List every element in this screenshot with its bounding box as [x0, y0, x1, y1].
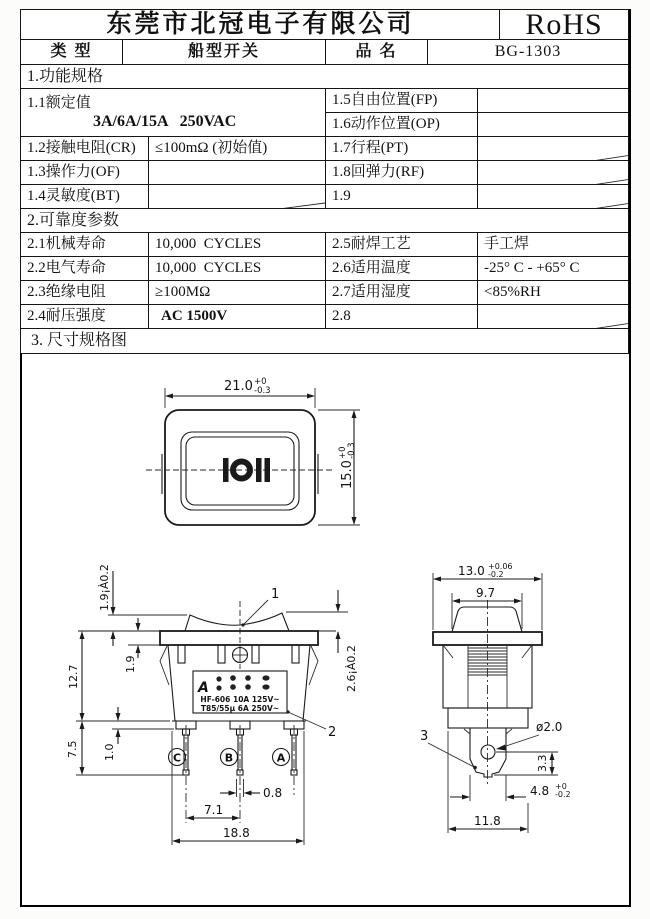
pin-a: [291, 725, 298, 795]
sensitivity-slash-cell: [148, 184, 326, 209]
operating-position-value: [477, 112, 629, 137]
dim-terminal-tol-bot: -0.2: [555, 790, 571, 799]
type-label: 类 型: [20, 39, 123, 65]
operating-force-value: [148, 160, 326, 185]
dim-cap-width-text: 9.7: [476, 586, 496, 600]
row19-slash-cell: [477, 184, 629, 209]
humidity-value: <85%RH: [477, 280, 629, 305]
dim-flange-text: 1.9: [124, 655, 137, 673]
dim-height-tol-top: +0: [338, 446, 348, 459]
dim-width-tol-bot: -0.3: [254, 386, 271, 396]
dim-right-height: [286, 590, 358, 692]
elec-life-label: 2.2电气寿命: [20, 256, 149, 281]
side-view-drawing: [400, 545, 647, 847]
dim-width-text: 21.0: [224, 379, 253, 394]
section1-title: 1.功能规格: [20, 64, 629, 89]
section3-title: 3. 尺寸规格图: [20, 328, 629, 354]
dim-width-21: [165, 377, 315, 408]
cert-mark-icons: [216, 675, 269, 690]
mounting-flange: [78, 631, 336, 645]
dim-pin-pitch-text: 7.1: [204, 803, 224, 817]
brand-logo-icon: A: [198, 680, 209, 696]
section2-title: 2.可靠度参数: [20, 208, 629, 233]
operating-force-label: 1.3操作力(OF): [20, 160, 149, 185]
temp-range-value: -25° C - +65° C: [477, 256, 629, 281]
slash-mark: [478, 161, 628, 184]
rocker-cap-side: [452, 607, 522, 632]
rated-label: 1.1额定值: [27, 94, 91, 111]
contact-resistance-label: 1.2接触电阻(CR): [20, 136, 149, 161]
dim-base-width-text: 11.8: [474, 814, 501, 828]
terminal-pins: [176, 721, 304, 823]
elec-life-value: 10,000 CYCLES: [148, 256, 326, 281]
slash-mark: [478, 137, 628, 160]
dim-pin-pitch: [186, 803, 240, 821]
contact-resistance-value: ≤100mΩ (初始值): [148, 136, 326, 161]
rohs-badge: RoHS: [499, 9, 629, 40]
slash-mark: [478, 185, 628, 208]
type-value: 船型开关: [122, 39, 326, 65]
slash-mark: [149, 185, 325, 208]
humidity-label: 2.7适用湿度: [325, 280, 478, 305]
row28-slash-cell: [477, 304, 629, 329]
dim-width-13-tol-bot: -0.2: [488, 570, 504, 579]
part-name-label: 品 名: [325, 39, 428, 65]
row28-label: 2.8: [325, 304, 478, 329]
callout-3-text: 3: [420, 729, 429, 744]
top-view-drawing: [140, 358, 375, 540]
dim-body-width-text: 18.8: [223, 826, 250, 840]
dim-terminal-width-text: 4.8: [530, 784, 550, 798]
dim-hole-offset-text: 3.3: [536, 754, 549, 772]
terminal-a-label: A: [276, 751, 286, 765]
temp-range-label: 2.6适用温度: [325, 256, 478, 281]
release-force-label: 1.8回弹力(RF): [325, 160, 478, 185]
dim-terminal-tol-top: +0: [555, 782, 567, 791]
release-force-slash-cell: [477, 160, 629, 185]
dim-foot-text: 1.0: [103, 743, 116, 761]
rating-line2: T85/55μ 6A 250V~: [200, 704, 280, 713]
callout-1-text: 1: [271, 587, 280, 602]
free-position-label: 1.5自由位置(FP): [325, 88, 478, 113]
dim-rocker-height: [98, 564, 187, 646]
company-title: 东莞市北冠电子有限公司: [20, 9, 501, 40]
rated-cell: [20, 88, 326, 137]
pin-c: [183, 725, 190, 823]
front-view-drawing: [60, 545, 362, 861]
dim-pin-width-text: 0.8: [263, 786, 283, 800]
operating-position-label: 1.6动作位置(OP): [325, 112, 478, 137]
insulation-value: ≥100MΩ: [148, 280, 326, 305]
dim-pin-width: [220, 779, 282, 800]
dim-width-13-tol-top: +0.06: [488, 562, 513, 571]
solder-process-label: 2.5耐焊工艺: [325, 232, 478, 257]
dim-pin-exposed-text: 7.5: [66, 740, 79, 758]
dim-terminal-width: [450, 775, 571, 801]
dim-right-height-text: 2.6¡À0.2: [345, 645, 358, 692]
rating-label-plate: [193, 671, 287, 713]
rocker-cap: [185, 601, 289, 669]
insulation-label: 2.3绝缘电阻: [20, 280, 149, 305]
dim-flange-thickness: [124, 618, 160, 673]
dim-height-text: 15.0: [340, 460, 355, 489]
mech-life-value: 10,000 CYCLES: [148, 232, 326, 257]
dim-total-height-text: 12.7: [67, 664, 80, 689]
rating-line1: HF-606 10A 125V~: [200, 695, 280, 704]
terminal-side: [464, 728, 512, 777]
travel-label: 1.7行程(PT): [325, 136, 478, 161]
row19-label: 1.9: [325, 184, 478, 209]
sensitivity-label: 1.4灵敏度(BT): [20, 184, 149, 209]
dielectric-label: 2.4耐压强度: [20, 304, 149, 329]
dim-height-15: [318, 410, 360, 525]
pin-b: [237, 725, 244, 823]
dim-width-13-text: 13.0: [458, 564, 485, 578]
terminal-c-label: C: [172, 751, 182, 765]
free-position-value: [477, 88, 629, 113]
dim-height-tol-bot: -0.3: [347, 442, 357, 459]
dim-width-tol-top: +0: [254, 377, 267, 387]
mech-life-label: 2.1机械寿命: [20, 232, 149, 257]
rated-value: 3A/6A/15A 250VAC: [93, 112, 237, 130]
slash-mark: [478, 305, 628, 328]
travel-value-slash-cell: [477, 136, 629, 161]
switch-panel-outline: [146, 410, 334, 525]
dim-foot-height: [103, 707, 174, 761]
dim-rocker-height-text: 1.9¡À0.2: [98, 564, 111, 611]
dim-hole-text: ø2.0: [536, 720, 563, 734]
solder-process-value: 手工焊: [477, 232, 629, 257]
terminal-letters: [169, 749, 290, 766]
part-name-value: BG-1303: [427, 39, 629, 65]
terminal-b-label: B: [224, 751, 234, 765]
dim-base-width: [448, 731, 528, 833]
callout-2-text: 2: [328, 725, 337, 740]
dielectric-value: AC 1500V: [148, 304, 326, 329]
